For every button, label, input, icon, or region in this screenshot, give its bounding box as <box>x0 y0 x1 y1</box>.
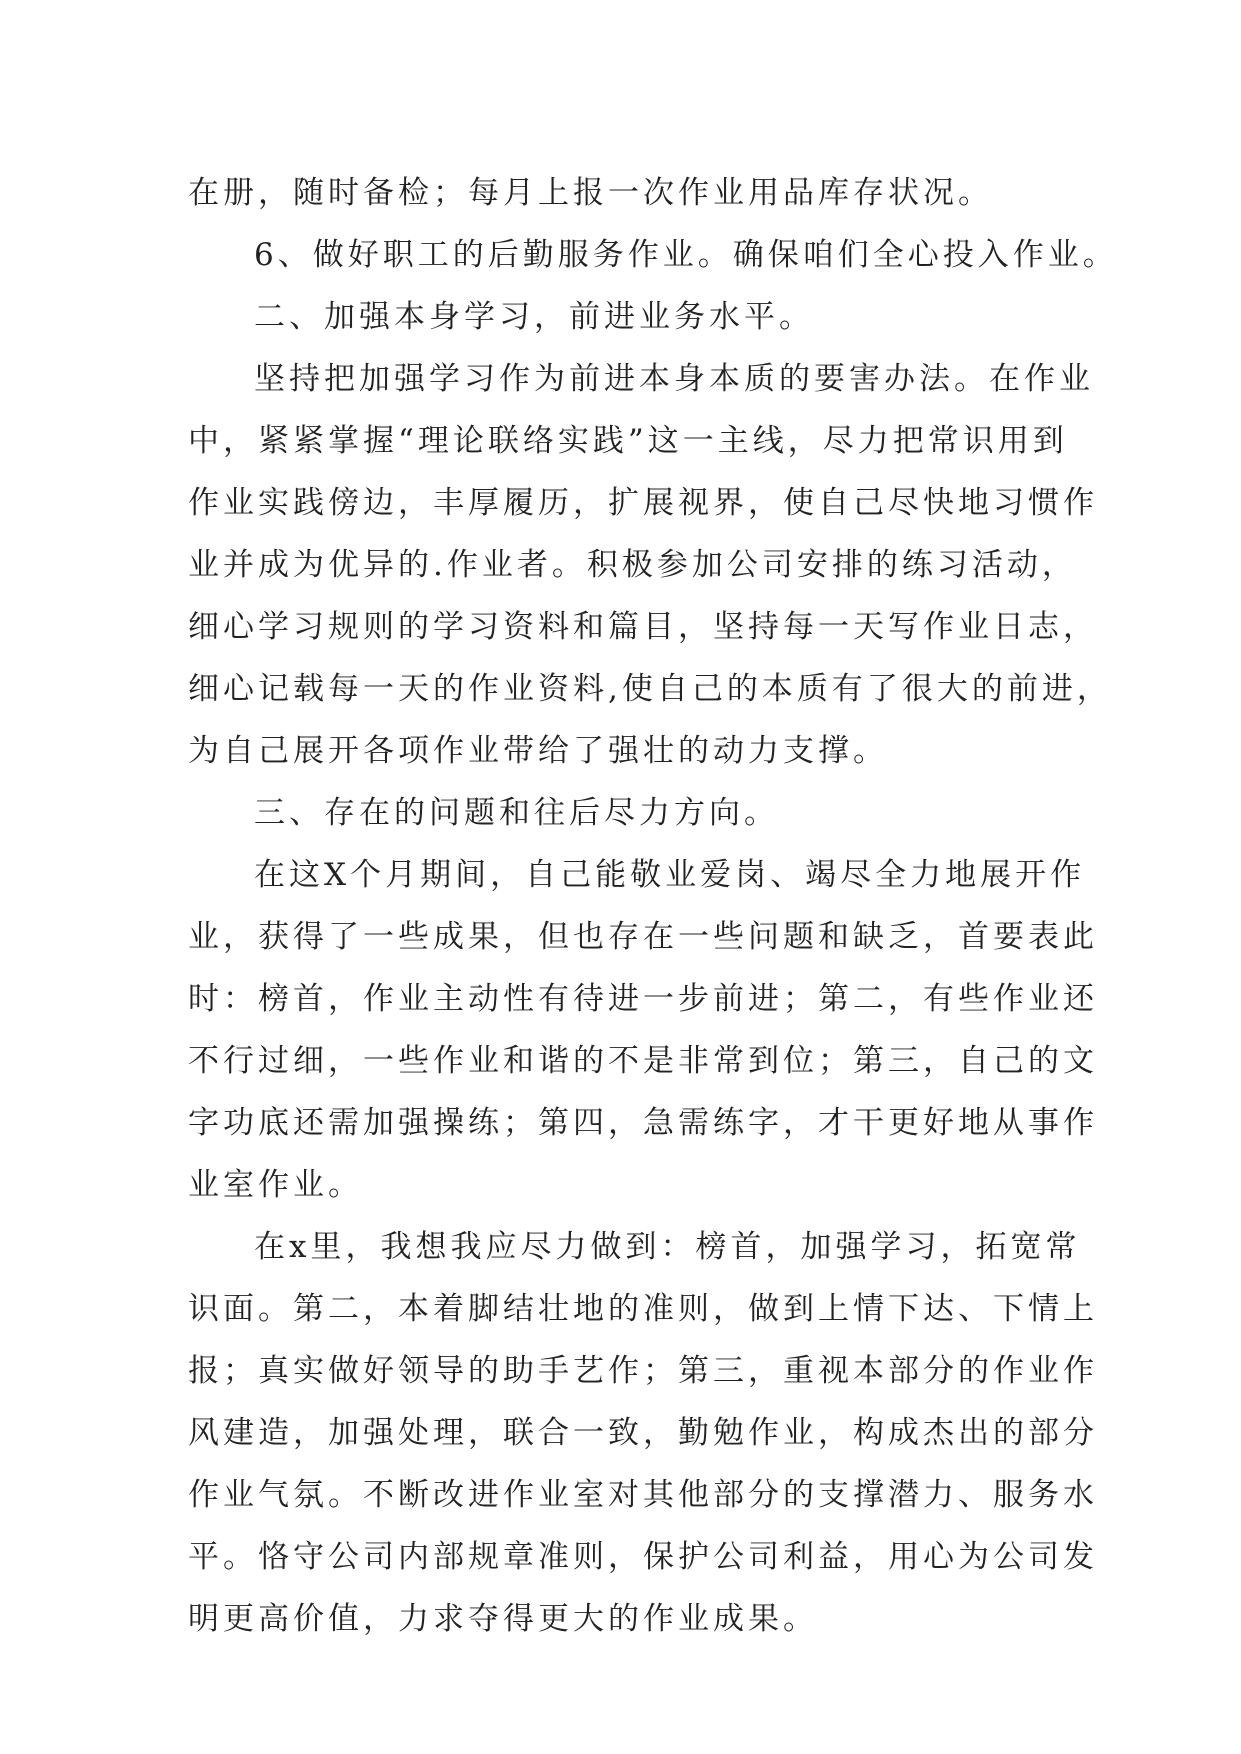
text-line: 业，获得了一些成果，但也存在一些问题和缺乏，首要表此 <box>188 919 1098 955</box>
text-line: 明更高价值，力求夺得更大的作业成果。 <box>188 1601 818 1637</box>
text-line: 作业实践傍边，丰厚履历，扩展视界，使自己尽快地习惯作 <box>188 485 1098 521</box>
text-line: 为自己展开各项作业带给了强壮的动力支撑。 <box>188 733 888 769</box>
text-line: 二、加强本身学习，前进业务水平。 <box>254 299 814 335</box>
text-line: 在x里，我想我应尽力做到：榜首，加强学习，拓宽常 <box>254 1229 1081 1265</box>
text-line: 在这X个月期间，自己能敬业爱岗、竭尽全力地展开作 <box>254 857 1086 893</box>
text-line: 中，紧紧掌握“理论联络实践”这一主线，尽力把常识用到 <box>188 423 1068 459</box>
text-line: 不行过细，一些作业和谐的不是非常到位；第三，自己的文 <box>188 1043 1098 1079</box>
text-line: 业室作业。 <box>188 1167 363 1203</box>
text-line: 风建造，加强处理，联合一致，勤勉作业，构成杰出的部分 <box>188 1415 1098 1451</box>
text-line: 时：榜首，作业主动性有待进一步前进；第二，有些作业还 <box>188 981 1098 1017</box>
text-line: 平。恪守公司内部规章准则，保护公司利益，用心为公司发 <box>188 1539 1098 1575</box>
text-line: 字功底还需加强操练；第四，急需练字，才干更好地从事作 <box>188 1105 1098 1141</box>
text-line: 识面。第二，本着脚结壮地的准则，做到上情下达、下情上 <box>188 1291 1098 1327</box>
text-line: 细心学习规则的学习资料和篇目，坚持每一天写作业日志， <box>188 609 1098 645</box>
text-line: 在册，随时备检；每月上报一次作业用品库存状况。 <box>188 175 993 211</box>
text-line: 作业气氛。不断改进作业室对其他部分的支撑潜力、服务水 <box>188 1477 1098 1513</box>
document-body <box>188 162 1118 1650</box>
text-line: 坚持把加强学习作为前进本身本质的要害办法。在作业 <box>254 361 1094 397</box>
text-line: 细心记载每一天的作业资料,使自己的本质有了很大的前进， <box>188 671 1112 707</box>
text-line: 报；真实做好领导的助手艺作；第三，重视本部分的作业作 <box>188 1353 1098 1389</box>
text-line: 业并成为优异的.作业者。积极参加公司安排的练习活动， <box>188 547 1077 583</box>
text-line: 三、存在的问题和往后尽力方向。 <box>254 795 779 831</box>
text-line: 6、做好职工的后勤服务作业。确保咱们全心投入作业。 <box>254 237 1118 273</box>
